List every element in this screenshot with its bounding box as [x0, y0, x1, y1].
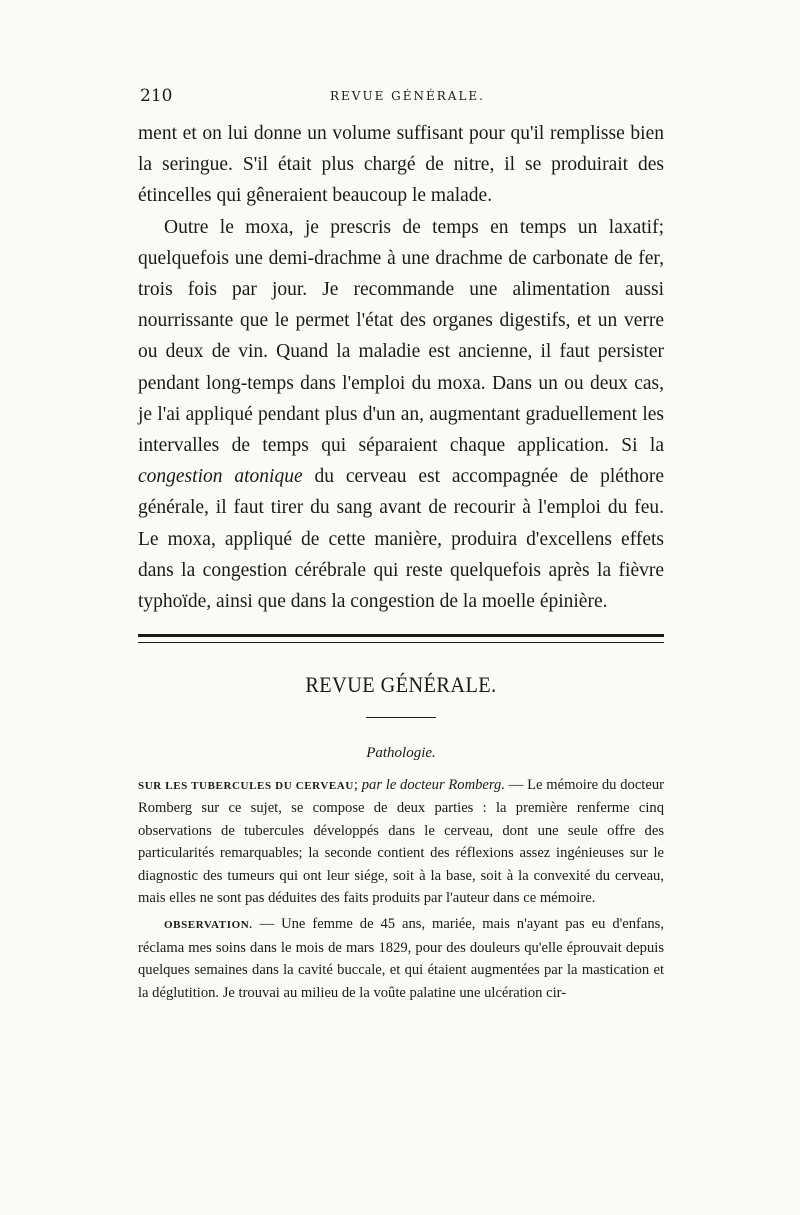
article-heading-sep: ; — [353, 777, 358, 793]
title-underline — [366, 717, 436, 718]
section-divider-thin — [138, 642, 664, 643]
article-intro-text: — Le mémoire du docteur Romberg sur ce sujet, se compose de deux parties : la première renferme cinq observations de tubercules développés dans le cerveau, dont une seule offre des particularités remarquables; la seconde contient des réflexions assez ingénieuses sur le diagnostic des tumeurs qui ont leur siége, soit à la base, soit à la convexité du cerveau, mais elles ne sont pas déduites des faits produits par l'auteur dans ce mémoire. — [138, 777, 664, 907]
paragraph-moxa-text-end: du cerveau est accompagnée de pléthore générale, il faut tirer du sang avant de recourir à l'emploi du feu. Le moxa, appliqué de cette manière, produira d'excellens effets dans la congestion cérébrale qui reste quelquefois après la fièvre typhoïde, ainsi que dans la congestion de la moelle épinière. — [138, 466, 665, 613]
article-text — [138, 774, 664, 1004]
article-heading: SUR LES TUBERCULES DU CERVEAU — [138, 780, 354, 792]
paragraph-continuation: ment et on lui donne un volume suffisant pour qu'il remplisse bien la seringue. S'il était plus chargé de nitre, il se produirait des étincelles qui gêneraient beaucoup le malade. — [138, 123, 664, 207]
running-head — [140, 86, 680, 112]
running-title: REVUE GÉNÉRALE. — [330, 89, 485, 103]
observation-label: OBSERVATION. — [164, 919, 253, 932]
paragraph-moxa-text: Outre le moxa, je prescris de temps en temps un laxatif; quelquefois une demi-drachme à une drachme de carbonate de fer, trois fois par jour. Je recommande une alimentation aussi nourrissante que le permet l'état des organes digestifs, et un verre ou deux de vin. Quand la maladie est ancienne, il faut persister pendant long-temps dans l'emploi du moxa. Dans un ou deux cas, je l'ai appliqué pendant plus d'un an, augmentant graduellement les intervalles de temps qui séparaient chaque application. Si la — [138, 216, 664, 457]
article-intro — [138, 774, 664, 909]
subsection-title: Pathologie. — [366, 745, 436, 761]
italic-term: congestion atonique — [138, 466, 303, 488]
paragraph-moxa — [138, 212, 664, 618]
main-text — [138, 118, 664, 617]
observation-paragraph — [138, 913, 664, 1004]
section-title: REVUE GÉNÉRALE. — [305, 672, 497, 697]
article-byline: par le docteur Romberg. — [361, 777, 505, 793]
observation-text: — Une femme de 45 ans, mariée, mais n'ayant pas eu d'enfans, réclama mes soins dans le mois de mars 1829, pour des douleurs qu'elle éprouvait depuis quelques semaines dans la cavité buccale, et qui étaient augmentées par la mastication et la déglutition. Je trouvai au milieu de la voûte palatine une ulcération cir- — [138, 916, 665, 1001]
page-number: 210 — [140, 86, 173, 106]
section-divider-thick — [138, 634, 664, 637]
